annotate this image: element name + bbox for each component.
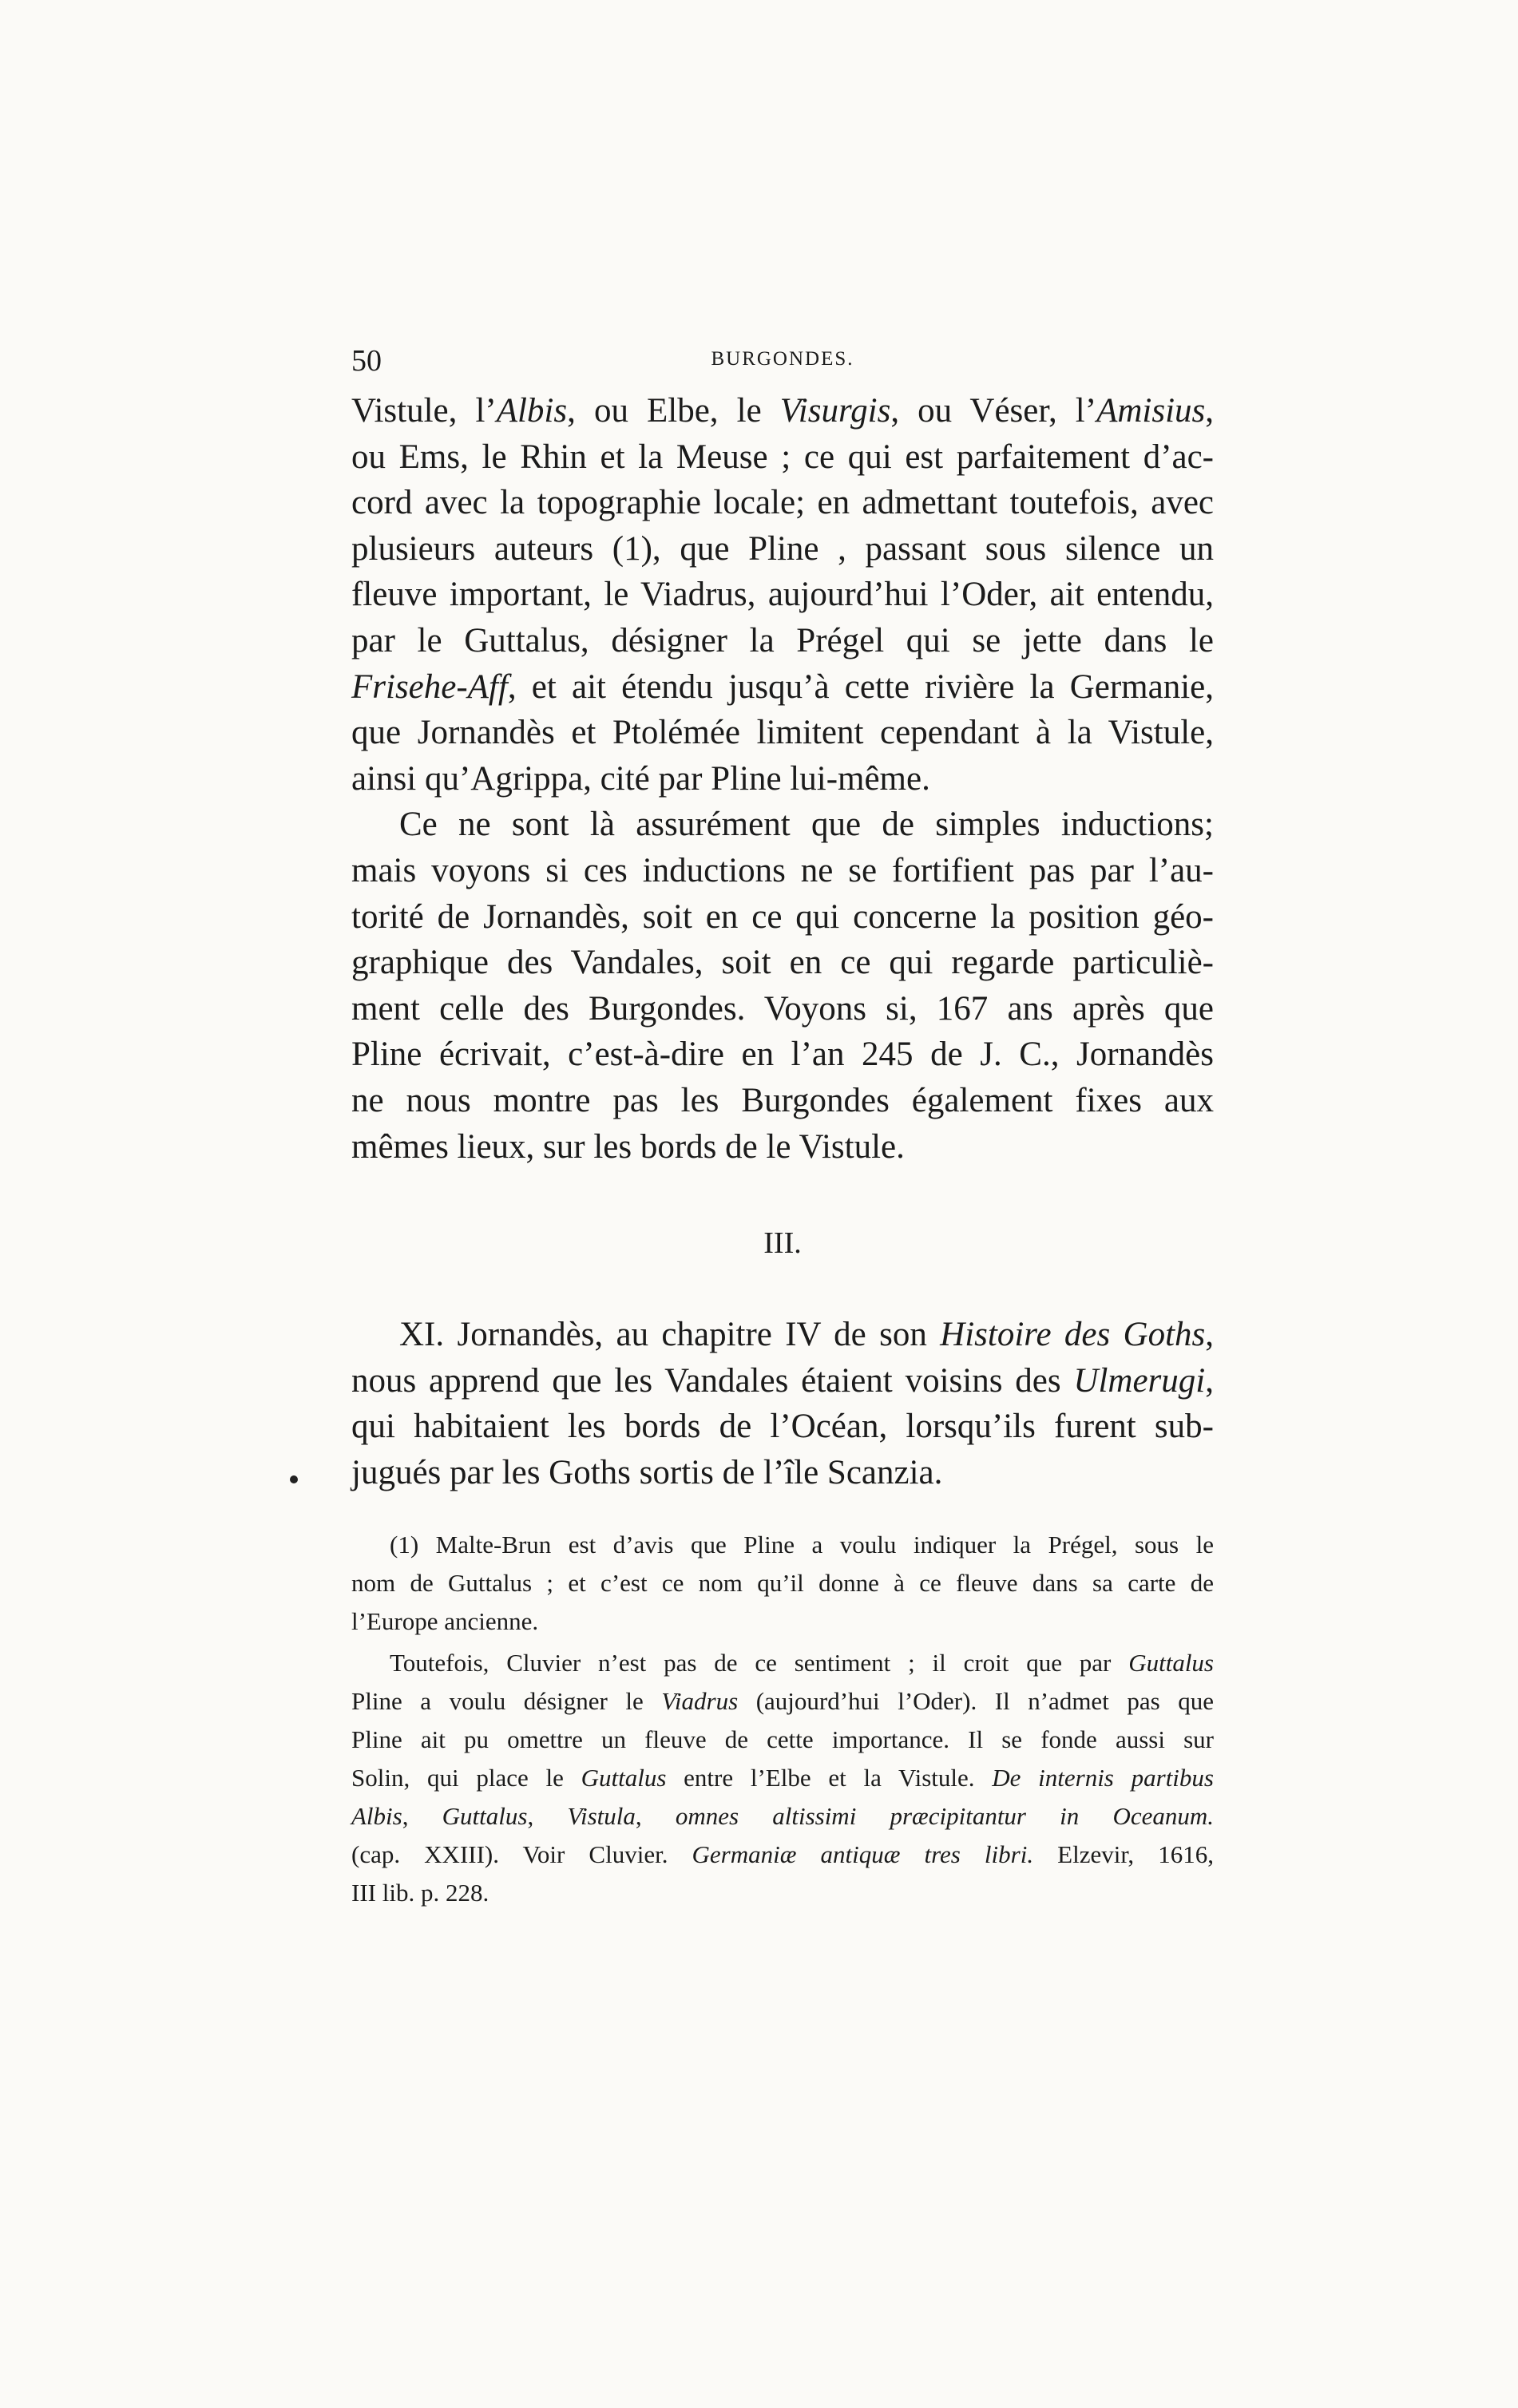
text-run: cord avec la topographie locale; en admettant toutefois, avec (351, 484, 1214, 522)
text-line (351, 618, 1214, 664)
text-run: Pline écrivait, c’est-à-dire en l’an 245 de J. C., Jornandès (351, 1036, 1214, 1074)
text-run: , (402, 1802, 442, 1831)
text-run: que Jornandès et Ptolémée limitent cependant à la Vistule, (351, 714, 1214, 752)
text-run: entre l’Elbe et la Vistule. (666, 1764, 993, 1792)
text-run: , (1205, 392, 1214, 430)
text-line (351, 1836, 1214, 1874)
text-line (351, 664, 1214, 711)
footnote-1 (351, 1526, 1214, 1641)
text-run: Pline ait pu omettre un fleuve de cette importance. Il se fonde aussi sur (351, 1725, 1214, 1754)
text-run: Vistule, l’ (351, 392, 497, 430)
text-run: l’Europe ancienne. (351, 1607, 539, 1636)
text-run: ne nous montre pas les Burgondes également fixes aux (351, 1081, 1214, 1119)
text-run: ou Ems, le Rhin et la Meuse ; ce qui est parfaitement d’ac- (351, 438, 1214, 476)
paragraph-3 (351, 1312, 1214, 1495)
section-heading: III. (763, 1226, 802, 1261)
text-line (351, 1450, 1214, 1496)
text-run: (1) Malte-Brun est d’avis que Pline a voulu indiquer la Prégel, sous le (390, 1531, 1214, 1559)
text-line (351, 1358, 1214, 1404)
footnotes (351, 1526, 1214, 1912)
text-line (351, 1602, 1214, 1641)
text-line (351, 1404, 1214, 1450)
text-line (351, 1078, 1214, 1124)
text-line (351, 1124, 1214, 1170)
text-run: par le Guttalus, désigner la Prégel qui se jette dans le (351, 621, 1214, 659)
text-run: , (1205, 1361, 1214, 1400)
italic-run: omnes altissimi præcipitantur in Oceanum. (675, 1802, 1214, 1831)
text-run: III lib. p. 228. (351, 1879, 489, 1907)
text-run: nom de Guttalus ; et c’est ce nom qu’il donne à ce fleuve dans sa carte de (351, 1569, 1214, 1598)
text-line (351, 434, 1214, 481)
text-run: , et ait étendu jusqu’à cette rivière la Germanie, (507, 667, 1214, 706)
italic-run: Germaniæ antiquæ tres libri. (692, 1840, 1034, 1869)
book-page (351, 343, 1214, 1912)
italic-run: Guttalus (581, 1764, 667, 1792)
ink-speck (290, 1475, 298, 1483)
text-run: graphique des Vandales, soit en ce qui regarde particuliè- (351, 944, 1214, 982)
text-line (351, 1721, 1214, 1759)
text-line (351, 848, 1214, 894)
text-run: , (527, 1802, 568, 1831)
text-run: Ce ne sont là assurément que de simples inductions; (399, 806, 1214, 844)
italic-run: Guttalus (1128, 1649, 1214, 1677)
italic-run: Histoire des Goths (940, 1316, 1206, 1354)
text-line (351, 1564, 1214, 1602)
text-line (351, 1797, 1214, 1836)
footnote-2 (351, 1644, 1214, 1912)
text-run: (cap. XXIII). Voir Cluvier. (351, 1840, 692, 1869)
text-line (351, 1644, 1214, 1682)
text-run: jugués par les Goths sortis de l’île Scanzia. (351, 1453, 943, 1491)
text-line (351, 802, 1214, 848)
text-run: mêmes lieux, sur les bords de le Vistule. (351, 1127, 905, 1166)
text-run: Elzevir, 1616, (1033, 1840, 1215, 1869)
text-run: , ou Véser, l’ (890, 392, 1097, 430)
italic-run: Amisius (1096, 392, 1206, 430)
text-line (351, 572, 1214, 618)
text-run: ment celle des Burgondes. Voyons si, 167 ans après que (351, 989, 1214, 1028)
italic-run: Viadrus (661, 1687, 739, 1716)
text-line (351, 480, 1214, 526)
text-line (351, 526, 1214, 572)
italic-run: Albis (496, 392, 568, 430)
italic-run: Ulmerugi (1073, 1361, 1206, 1400)
italic-run: Vistula (567, 1802, 636, 1831)
text-run: qui habitaient les bords de l’Océan, lorsqu’ils furent sub- (351, 1408, 1214, 1446)
text-run: , ou Elbe, le (567, 392, 780, 430)
text-run: ainsi qu’Agrippa, cité par Pline lui-même. (351, 759, 930, 798)
text-line (351, 710, 1214, 756)
text-run: mais voyons si ces inductions ne se fortifient pas par l’au- (351, 851, 1214, 889)
italic-run: Frisehe-Aff (351, 667, 508, 706)
italic-run: Guttalus (442, 1802, 528, 1831)
running-head (351, 343, 1214, 388)
text-line (351, 1526, 1214, 1564)
text-run: , (635, 1802, 676, 1831)
text-run: (aujourd’hui l’Oder). Il n’admet pas que (738, 1687, 1214, 1716)
paragraph-2 (351, 802, 1214, 1170)
running-title: BURGONDES. (711, 348, 854, 370)
text-run: Pline a voulu désigner le (351, 1687, 662, 1716)
italic-run: Visurgis (779, 392, 891, 430)
text-run: plusieurs auteurs (1), que Pline , passant sous silence un (351, 529, 1214, 568)
text-line (351, 940, 1214, 986)
text-run: Toutefois, Cluvier n’est pas de ce sentiment ; il croit que par (390, 1649, 1129, 1677)
paragraph-1 (351, 388, 1214, 802)
text-line (351, 894, 1214, 941)
text-line (351, 388, 1214, 434)
italic-run: De internis partibus (992, 1764, 1214, 1792)
text-run: nous apprend que les Vandales étaient voisins des (351, 1361, 1074, 1400)
page-number: 50 (351, 344, 382, 378)
text-run: XI. Jornandès, au chapitre IV de son (399, 1316, 941, 1354)
text-line (351, 1682, 1214, 1721)
text-line (351, 1759, 1214, 1797)
text-line (351, 1312, 1214, 1358)
text-run: fleuve important, le Viadrus, aujourd’hui l’Oder, ait entendu, (351, 576, 1214, 614)
text-line (351, 986, 1214, 1032)
text-line (351, 1032, 1214, 1078)
text-run: torité de Jornandès, soit en ce qui concerne la position géo- (351, 897, 1214, 936)
text-line (351, 756, 1214, 802)
text-run: Solin, qui place le (351, 1764, 581, 1792)
text-line (351, 1874, 1214, 1912)
text-run: , (1205, 1316, 1214, 1354)
italic-run: Albis (351, 1802, 402, 1831)
